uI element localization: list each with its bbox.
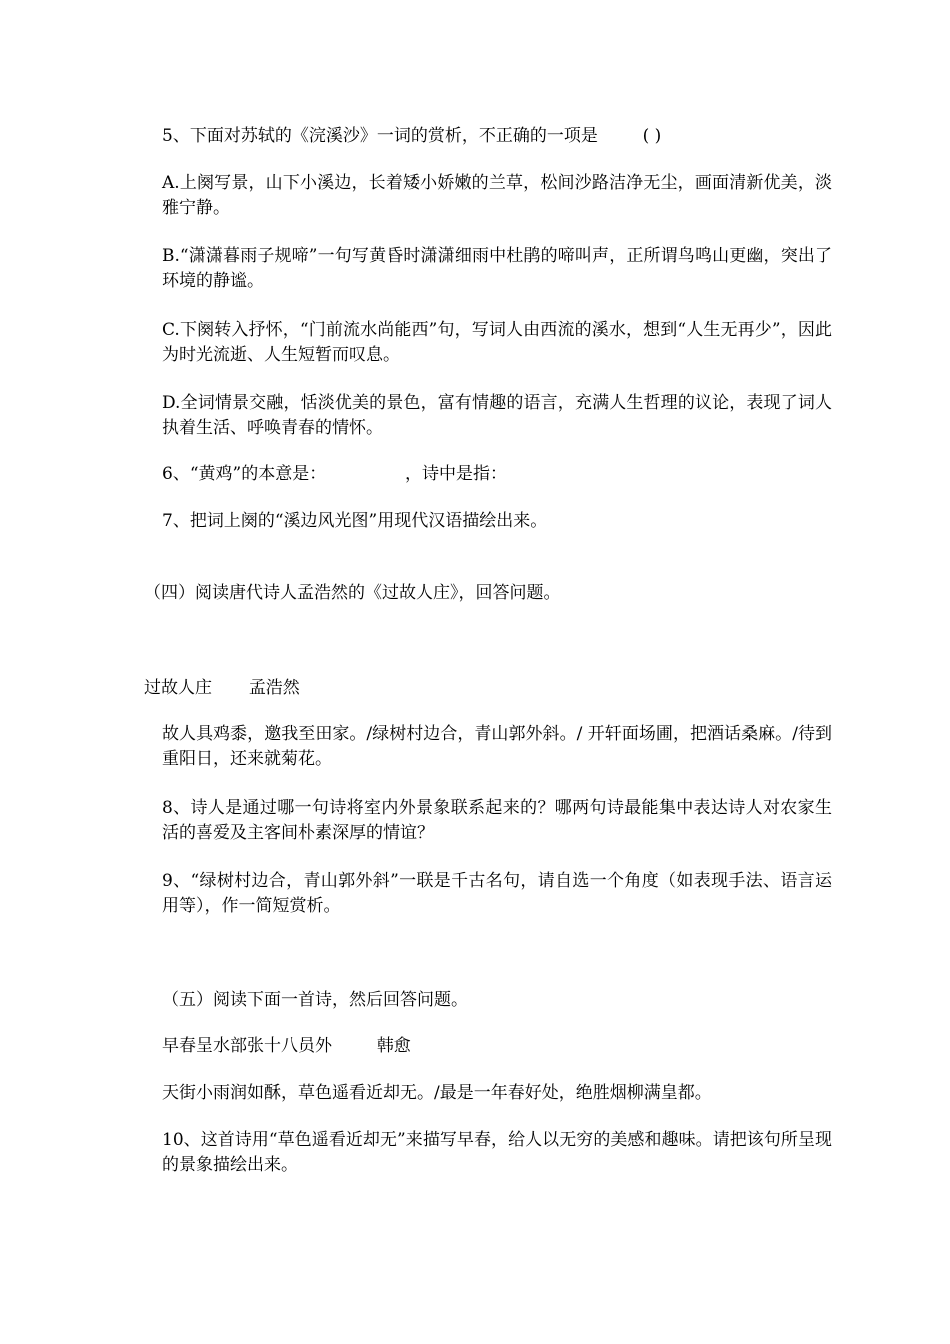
section-4-poem-author: 孟浩然	[248, 678, 300, 698]
question-5	[144, 124, 832, 149]
question-5-option-d: D.全词情景交融，恬淡优美的景色，富有情趣的语言，充满人生哲理的议论，表现了词人执着生活、呼唤青春的情怀。	[162, 393, 832, 438]
question-5-stem: 5、下面对苏轼的《浣溪沙》一词的赏析，不正确的一项是	[162, 126, 598, 146]
section-5-poem-heading	[144, 1034, 832, 1059]
question-5-option-b: B.“潇潇暮雨子规啼”一句写黄昏时潇潇细雨中杜鹃的啼叫声，正所谓鸟鸣山更幽，突出了环境的静谧。	[162, 246, 832, 291]
section-4-poem-heading	[144, 676, 814, 701]
question-6-part2: ，诗中是指：	[405, 464, 508, 484]
section-5-poem-text: 天街小雨润如酥，草色遥看近却无。/最是一年春好处，绝胜烟柳满皇都。	[162, 1083, 712, 1103]
section-4-heading: （四）阅读唐代诗人孟浩然的《过故人庄》，回答问题。	[144, 583, 561, 603]
question-5-option-c: C.下阕转入抒怀，“门前流水尚能西”句，写词人由西流的溪水，想到“人生无再少”，因此为时光流逝、人生短暂而叹息。	[162, 320, 832, 365]
question-5-answer-bracket: ( )	[642, 126, 662, 146]
section-5-poem-title: 早春呈水部张十八员外	[162, 1036, 332, 1056]
section-4-poem-text: 故人具鸡黍，邀我至田家。/绿树村边合，青山郭外斜。/ 开轩面场圃，把酒话桑麻。/待到重阳日，还来就菊花。	[162, 724, 832, 769]
question-5-option-a: A.上阕写景，山下小溪边，长着矮小娇嫩的兰草，松间沙路洁净无尘，画面清新优美，淡雅宁静。	[162, 173, 832, 218]
section-5-poem-author: 韩愈	[376, 1036, 411, 1056]
section-5-heading: （五）阅读下面一首诗，然后回答问题。	[162, 990, 468, 1010]
section-4-poem-title: 过故人庄	[144, 678, 212, 698]
question-6-part1: 6、“黄鸡”的本意是：	[162, 464, 327, 484]
question-6	[144, 462, 832, 487]
question-10: 10、这首诗用“草色遥看近却无”来描写早春，给人以无穷的美感和趣味。请把该句所呈现的景象描绘出来。	[162, 1130, 832, 1175]
question-7: 7、把词上阕的“溪边风光图”用现代汉语描绘出来。	[162, 511, 548, 531]
question-9: 9、“绿树村边合，青山郭外斜”一联是千古名句，请自选一个角度（如表现手法、语言运用等），作一简短赏析。	[162, 871, 832, 916]
question-8: 8、诗人是通过哪一句诗将室内外景象联系起来的？哪两句诗最能集中表达诗人对农家生活的喜爱及主客间朴素深厚的情谊？	[162, 798, 832, 843]
